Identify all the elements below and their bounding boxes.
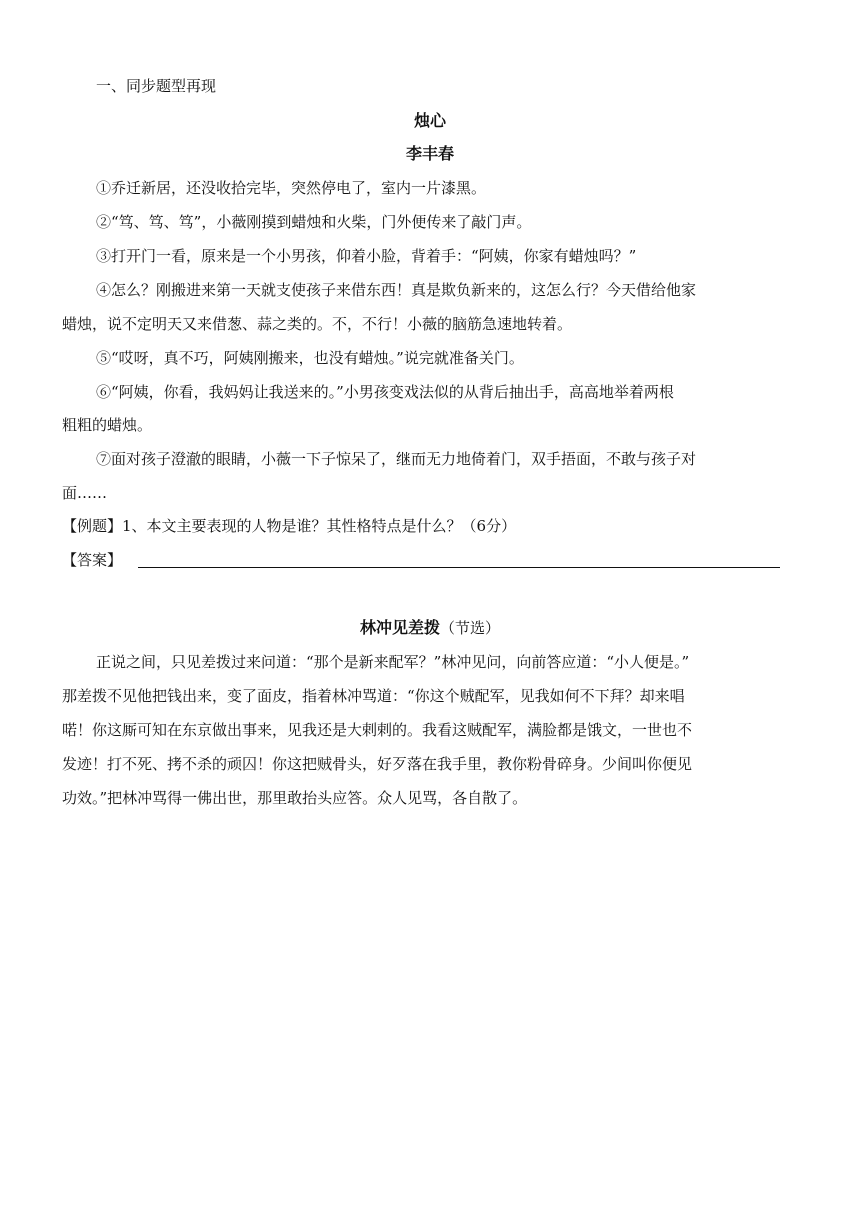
passage1-paragraph: ⑥“阿姨，你看，我妈妈让我送来的。”小男孩变戏法似的从背后抽出手，高高地举着两根	[96, 383, 674, 401]
passage1-paragraph: ③打开门一看，原来是一个小男孩，仰着小脸，背着手：“阿姨，你家有蜡烛吗？”	[96, 247, 637, 265]
example-question: 【例题】1、本文主要表现的人物是谁？其性格特点是什么？（6分）	[62, 517, 517, 535]
passage2-paragraph: 功效。”把林冲骂得一佛出世，那里敢抬头应答。众人见骂，各自散了。	[62, 789, 528, 807]
passage1-paragraph: ⑤“哎呀，真不巧，阿姨刚搬来，也没有蜡烛。”说完就准备关门。	[96, 349, 524, 367]
passage1-title: 烛心	[413, 111, 446, 130]
passage1-paragraph: ④怎么？刚搬进来第一天就支使孩子来借东西！真是欺负新来的，这怎么行？今天借给他家	[96, 281, 697, 299]
answer-blank-line	[138, 567, 780, 568]
passage2-paragraph: 喏！你这厮可知在东京做出事来，见我还是大剌剌的。我看这贼配军，满脸都是饿文，一世也不	[62, 721, 693, 739]
answer-label: 【答案】	[62, 551, 123, 569]
passage1-paragraph: ⑦面对孩子澄澈的眼睛，小薇一下子惊呆了，继而无力地倚着门，双手捂面，不敢与孩子对	[96, 450, 697, 468]
passage2-title-note: （节选）	[440, 619, 501, 637]
passage1-paragraph: 蜡烛，说不定明天又来借葱、蒜之类的。不，不行！小薇的脑筋急速地转着。	[62, 315, 573, 333]
passage2-paragraph: 正说之间，只见差拨过来问道：“那个是新来配军？”林冲见问，向前答应道：“小人便是。”	[96, 653, 690, 671]
passage1-author: 李丰春	[405, 144, 454, 163]
passage2-title-line	[0, 618, 860, 638]
passage2-title: 林冲见差拨	[359, 618, 440, 637]
passage1-paragraph: ①乔迁新居，还没收拾完毕，突然停电了，室内一片漆黑。	[96, 179, 487, 197]
section-heading: 一、同步题型再现	[96, 77, 217, 95]
passage2-paragraph: 发迹！打不死、拷不杀的顽囚！你这把贼骨头，好歹落在我手里，教你粉骨碎身。少间叫你便见	[62, 755, 693, 773]
passage1-paragraph: 粗粗的蜡烛。	[62, 416, 153, 434]
passage1-paragraph: 面……	[62, 484, 108, 502]
passage1-paragraph: ②“笃、笃、笃”，小薇刚摸到蜡烛和火柴，门外便传来了敲门声。	[96, 213, 532, 231]
passage2-paragraph: 那差拨不见他把钱出来，变了面皮，指着林冲骂道：“你这个贼配军，见我如何不下拜？却来唱	[62, 687, 685, 705]
